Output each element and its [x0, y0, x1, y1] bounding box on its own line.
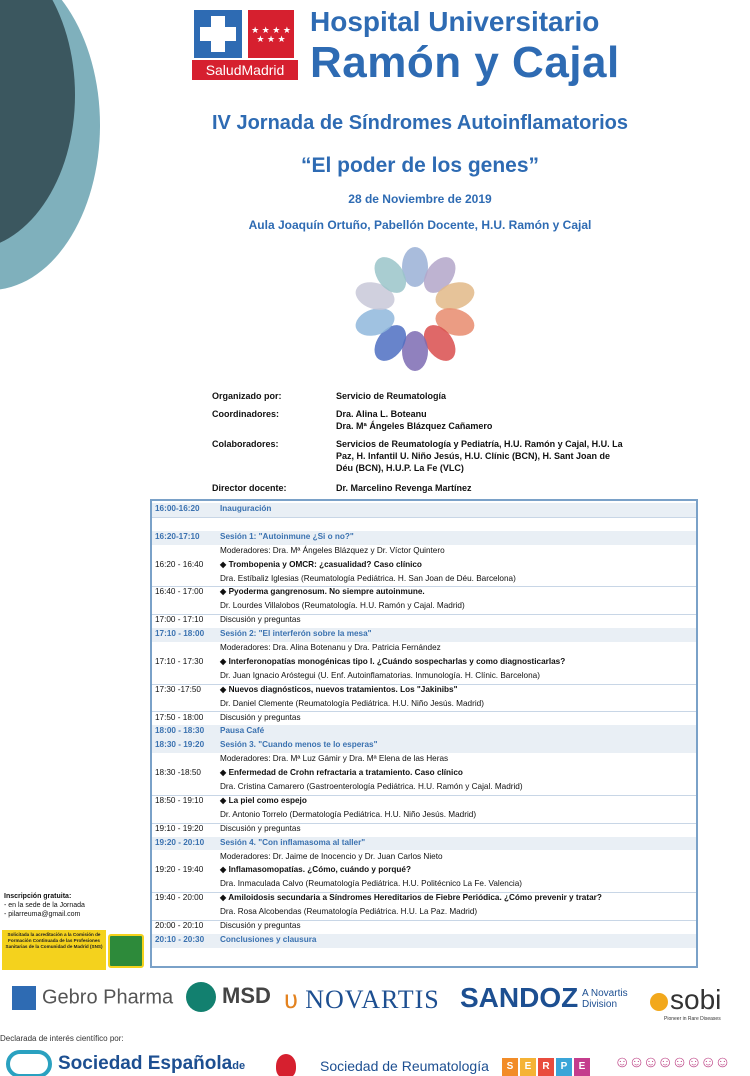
novartis-text: NOVARTIS [305, 985, 440, 1014]
gebro-text: Gebro Pharma [42, 986, 174, 1009]
program-text: Inauguración [220, 504, 272, 513]
program-row [152, 920, 696, 934]
novartis-logo-icon: ʋ [284, 984, 300, 1014]
program-row [152, 809, 696, 823]
program-time: 17:10 - 18:00 [155, 629, 205, 639]
program-row [152, 795, 696, 809]
medical-cross-icon [194, 10, 242, 58]
program-text: Pausa Café [220, 726, 265, 736]
program-time: 20:10 - 20:30 [155, 934, 205, 944]
program-row [152, 545, 696, 559]
gebro-logo-icon [12, 986, 36, 1010]
program-row [152, 517, 696, 531]
program-section-row [152, 739, 696, 753]
program-text: Discusión y preguntas [220, 712, 301, 722]
program-row [152, 767, 696, 781]
event-place: Aula Joaquín Ortuño, Pabellón Docente, H.U. Ramón y Cajal [248, 218, 592, 232]
serpe-letter: S [502, 1058, 518, 1076]
event-subtitle: “El poder de los genes” [300, 154, 540, 177]
program-time: 17:10 - 17:30 [155, 656, 204, 666]
society-sere [6, 1050, 245, 1076]
program-text: Sesión 1: "Autoinmune ¿Si o no?" [220, 531, 354, 541]
sobi-tagline: Pioneer in Rare Diseases [664, 1016, 721, 1022]
inscription-note [4, 892, 144, 919]
program-text: ◆ Enfermedad de Crohn refractaria a tratamiento. Caso clínico [220, 768, 463, 778]
program-time: 16:20-17:10 [155, 531, 200, 541]
sr-logo-icon [276, 1054, 296, 1076]
program-time: 16:20 - 16:40 [155, 559, 204, 569]
sere-de: de [232, 1060, 246, 1073]
sponsor-msd [186, 982, 271, 1012]
program-text: Moderadores: Dra. Mª Luz Gámir y Dra. Mª Elena de las Heras [220, 754, 449, 764]
program-text: Dr. Daniel Clemente (Reumatología Pediátrica. H.U. Niño Jesús. Madrid) [220, 698, 484, 708]
sponsor-gebro [12, 986, 173, 1010]
serpe-letter: R [538, 1058, 554, 1076]
program-text: Discusión y preguntas [220, 823, 301, 833]
dna-wreath-graphic [350, 246, 480, 372]
org-value: Dr. Marcelino Revenga Martínez [336, 483, 472, 493]
event-title: IV Jornada de Síndromes Autoinflamatorios [212, 112, 628, 134]
program-row [152, 586, 696, 600]
program-time: 19:40 - 20:00 [155, 893, 204, 903]
society-reumatologia: Sociedad de Reumatología [320, 1058, 489, 1074]
inscription-head: Inscripción gratuita: [4, 893, 72, 900]
program-section-row [152, 531, 696, 545]
program-row [152, 642, 696, 656]
program-time: 18:50 - 19:10 [155, 795, 204, 805]
program-row [152, 753, 696, 767]
org-key: Director docente: [212, 483, 287, 493]
program-time: 18:00 - 18:30 [155, 726, 205, 736]
program-text: Dr. Antonio Torrelo (Dermatología Pediátrica. H.U. Niño Jesús. Madrid) [220, 809, 477, 819]
program-time: 16:40 - 17:00 [155, 587, 204, 597]
hospital-name-line2: Ramón y Cajal [310, 38, 620, 87]
inscription-email: - pilarreuma@gmail.com [4, 911, 81, 918]
program-row [152, 559, 696, 573]
program-time: 17:30 -17:50 [155, 684, 201, 694]
program-text: ◆ Interferonopatías monogénicas tipo I. ¿Cuándo sospecharlas y como diagnosticarlas? [220, 656, 566, 666]
program-row [152, 906, 696, 920]
program-text: ◆ La piel como espejo [220, 795, 307, 805]
sponsor-sobi [650, 984, 721, 1016]
program-text: ◆ Amiloidosis secundaria a Síndromes Hereditarios de Fiebre Periódica. ¿Cómo prevenir y tratar? [220, 893, 602, 903]
program-row [152, 670, 696, 684]
sere-logo-icon [6, 1050, 52, 1076]
program-row [152, 712, 696, 726]
serpe-logo [502, 1056, 592, 1076]
program-text: Dra. Rosa Alcobendas (Reumatología Pediátrica. H.U. La Paz. Madrid) [220, 907, 478, 917]
program-text: Moderadores: Dra. Mª Ángeles Blázquez y Dr. Víctor Quintero [220, 545, 445, 555]
program-section-row [152, 725, 696, 739]
serpe-letter: E [574, 1058, 590, 1076]
program-text: Dr. Juan Ignacio Aróstegui (U. Enf. Autoinflamatorias. Inmunología. H. Clínic. Barcelona) [220, 670, 540, 680]
org-value: Servicios de Reumatología y Pediatría, H.U. Ramón y Cajal, H.U. La Paz, H. Infantil U. Niño Jesús, H.U. Clínic (BCN), H. Sant Joan de Déu (BCN), H.U.P. La Fe (VLC) [336, 439, 623, 473]
program-row [152, 892, 696, 906]
org-value: Dra. Alina L. Boteanu Dra. Mª Ángeles Blázquez Cañamero [336, 409, 493, 431]
program-section-row [152, 503, 696, 517]
program-time: 19:20 - 19:40 [155, 865, 204, 875]
program-time: 18:30 -18:50 [155, 768, 201, 778]
org-key: Colaboradores: [212, 439, 279, 449]
program-time: 18:30 - 19:20 [155, 740, 205, 750]
sandoz-division-line2: Division [582, 999, 618, 1010]
program-text: Dr. Lourdes Villalobos (Reumatología. H.U. Ramón y Cajal. Madrid) [220, 601, 465, 611]
program-section-row [152, 934, 696, 948]
program-text: ◆ Pyoderma gangrenosum. No siempre autoinmune. [220, 587, 425, 597]
program-text: ◆ Nuevos diagnósticos, nuevos tratamientos. Los "Jakinibs" [220, 684, 458, 694]
serpe-letter: P [556, 1058, 572, 1076]
program-row [152, 864, 696, 878]
sandoz-division [582, 988, 628, 1010]
declared-interest-label: Declarada de interés científico por: [0, 1034, 124, 1043]
program-row [152, 684, 696, 698]
program-text: ◆ Trombopenia y OMCR: ¿casualidad? Caso clínico [220, 559, 422, 569]
program-row [152, 600, 696, 614]
program-row [152, 823, 696, 837]
org-key: Coordinadores: [212, 409, 280, 419]
program-text: Sesión 2: "El interferón sobre la mesa" [220, 629, 372, 639]
program-time: 17:50 - 18:00 [155, 712, 204, 722]
program-time: 19:10 - 19:20 [155, 823, 204, 833]
program-text: Dra. Inmaculada Calvo (Reumatología Pediátrica. H.U. Politécnico La Fe. Valencia) [220, 879, 523, 889]
program-time: 19:20 - 20:10 [155, 837, 205, 847]
program-row [152, 614, 696, 628]
inscription-line: - en la sede de la Jornada [4, 902, 85, 909]
sere-text: Sociedad Española [58, 1053, 233, 1075]
program-row [152, 573, 696, 587]
program-text: Moderadores: Dr. Jaime de Inocencio y Dr. Juan Carlos Nieto [220, 851, 443, 861]
program-text: Discusión y preguntas [220, 615, 301, 625]
children-figures-icon: ☺☺☺☺☺☺☺☺ [614, 1054, 729, 1071]
program-text: ◆ Inflamasomopatías. ¿Cómo, cuándo y porqué? [220, 865, 411, 875]
program-text: Conclusiones y clausura [220, 934, 317, 944]
msd-logo-icon [186, 982, 216, 1012]
program-schedule [150, 499, 698, 968]
program-text: Dra. Estíbaliz Iglesias (Reumatología Pediátrica. H. San Joan de Déu. Barcelona) [220, 573, 516, 583]
org-key: Organizado por: [212, 391, 282, 401]
sobi-text: sobi [670, 984, 722, 1015]
program-row [152, 656, 696, 670]
program-text: Dra. Cristina Camarero (Gastroenterología Pediátrica. H.U. Ramón y Cajal. Madrid) [220, 782, 523, 791]
program-time: 16:00-16:20 [155, 504, 200, 513]
salud-madrid-logo [192, 8, 298, 82]
sponsor-novartis [284, 984, 440, 1015]
event-date: 28 de Noviembre de 2019 [348, 192, 492, 206]
program-text: Discusión y preguntas [220, 921, 301, 930]
accreditation-logo [108, 934, 144, 968]
program-row [152, 698, 696, 712]
sandoz-division-line1: A Novartis [582, 988, 628, 999]
logo-text: SaludMadrid [192, 60, 298, 80]
program-text: Moderadores: Dra. Alina Botenanu y Dra. Patricia Fernández [220, 643, 441, 652]
msd-text: MSD [222, 982, 271, 1008]
madrid-flag: ★ ★ ★ ★ ★ ★ ★ [248, 10, 294, 58]
sponsor-sandoz: SANDOZ [460, 982, 579, 1013]
org-value: Servicio de Reumatología [336, 391, 447, 401]
accreditation-note: Solicitada la acreditación a la Comisión de Formación Continuada de las Profesiones Sanitarias de la Comunidad de Madrid (SNS) [2, 930, 106, 970]
program-section-row [152, 628, 696, 642]
program-time: 17:00 - 17:10 [155, 615, 204, 625]
hospital-name-line1: Hospital Universitario [310, 6, 600, 37]
program-row [152, 851, 696, 865]
serpe-letter: E [520, 1058, 536, 1076]
program-row [152, 878, 696, 892]
program-section-row [152, 837, 696, 851]
program-row [152, 781, 696, 795]
program-text: Sesión 4. "Con inflamasoma al taller" [220, 837, 366, 847]
program-time: 20:00 - 20:10 [155, 921, 204, 930]
sobi-logo-icon [650, 993, 668, 1011]
program-text: Sesión 3. "Cuando menos te lo esperas" [220, 740, 378, 750]
